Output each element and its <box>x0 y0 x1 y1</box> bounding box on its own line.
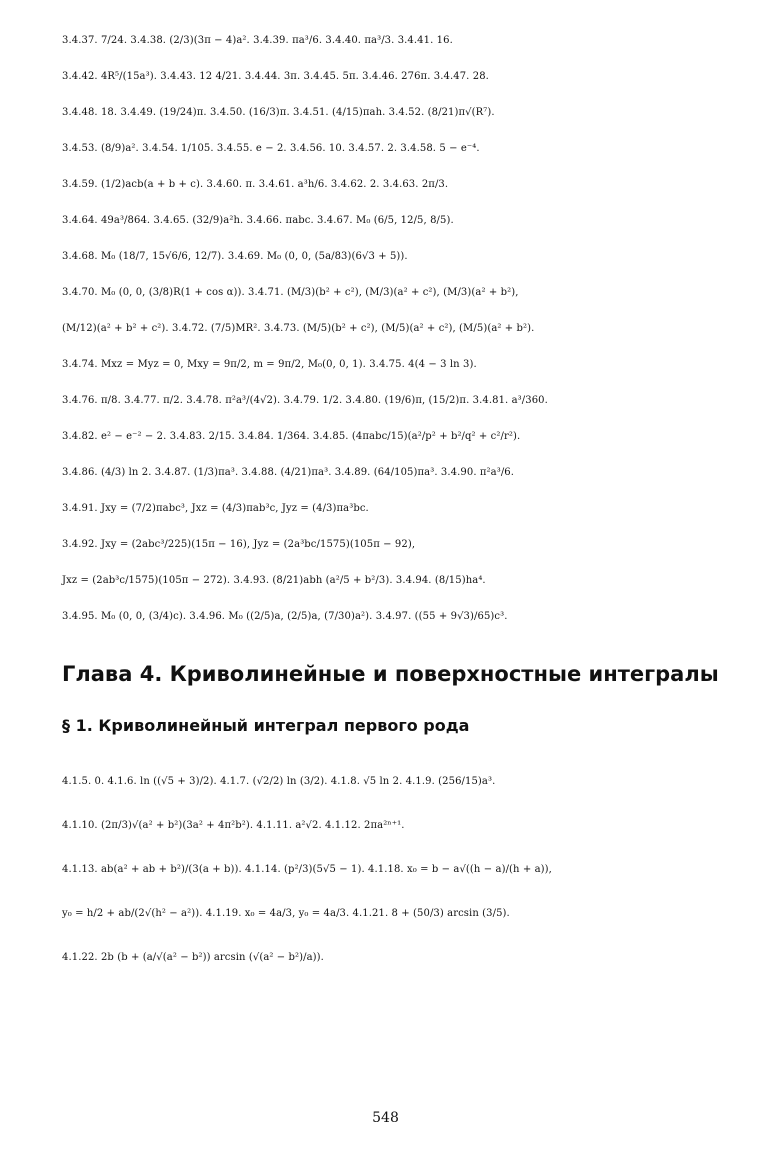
answer-line: 3.4.92. Jxy = (2abc³/225)(15π − 16), Jyz = (2a³bc/1575)(105π − 92), <box>62 539 416 550</box>
answer-line: 3.4.59. (1/2)acb(a + b + c). 3.4.60. π. 3.4.61. a³h/6. 3.4.62. 2. 3.4.63. 2π/3. <box>62 179 449 190</box>
answer-line: 3.4.82. e² − e⁻² − 2. 3.4.83. 2/15. 3.4.84. 1/364. 3.4.85. (4πabc/15)(a²/p² + b²/q² + c²/r²). <box>62 431 521 442</box>
answer-line: 3.4.53. (8/9)a². 3.4.54. 1/105. 3.4.55. e − 2. 3.4.56. 10. 3.4.57. 2. 3.4.58. 5 − e⁻⁴. <box>62 143 480 154</box>
answer-line: 4.1.5. 0. 4.1.6. ln ((√5 + 3)/2). 4.1.7. (√2/2) ln (3/2). 4.1.8. √5 ln 2. 4.1.9. (256/15)a³. <box>62 776 496 787</box>
answer-line: 3.4.48. 18. 3.4.49. (19/24)π. 3.4.50. (16/3)π. 3.4.51. (4/15)πah. 3.4.52. (8/21)π√(R⁷). <box>62 107 495 118</box>
answer-line: Jxz = (2ab³c/1575)(105π − 272). 3.4.93. (8/21)abh (a²/5 + b²/3). 3.4.94. (8/15)ha⁴. <box>62 575 486 586</box>
answer-line: 3.4.37. 7/24. 3.4.38. (2/3)(3π − 4)a². 3.4.39. πa³/6. 3.4.40. πa³/3. 3.4.41. 16. <box>62 35 453 46</box>
answer-line: 3.4.68. M₀ (18/7, 15√6/6, 12/7). 3.4.69. M₀ (0, 0, (5a/83)(6√3 + 5)). <box>62 251 408 262</box>
answer-line: (M/12)(a² + b² + c²). 3.4.72. (7/5)MR². 3.4.73. (M/5)(b² + c²), (M/5)(a² + c²), (M/5)(a² + b²). <box>62 323 535 334</box>
answer-line: 3.4.76. π/8. 3.4.77. π/2. 3.4.78. π²a³/(4√2). 3.4.79. 1/2. 3.4.80. (19/6)π, (15/2)π. 3.4.81. a³/360. <box>62 395 548 406</box>
section-title: § 1. Криволинейный интеграл первого рода <box>62 716 470 735</box>
answer-line: 4.1.13. ab(a² + ab + b²)/(3(a + b)). 4.1.14. (p²/3)(5√5 − 1). 4.1.18. x₀ = b − a√((h − a)/(h + a)), <box>62 864 552 875</box>
answer-line: y₀ = h/2 + ab/(2√(h² − a²)). 4.1.19. x₀ = 4a/3, y₀ = 4a/3. 4.1.21. 8 + (50/3) arcsin (3/5). <box>62 908 510 919</box>
answer-line: 3.4.70. M₀ (0, 0, (3/8)R(1 + cos α)). 3.4.71. (M/3)(b² + c²), (M/3)(a² + c²), (M/3)(a² + b²), <box>62 287 519 298</box>
answer-line: 3.4.74. Mxz = Myz = 0, Mxy = 9π/2, m = 9π/2, M₀(0, 0, 1). 3.4.75. 4(4 − 3 ln 3). <box>62 359 477 370</box>
page-number: 548 <box>372 1110 399 1126</box>
chapter-title: Глава 4. Криволинейные и поверхностные интегралы <box>62 662 719 686</box>
answer-line: 3.4.86. (4/3) ln 2. 3.4.87. (1/3)πa³. 3.4.88. (4/21)πa³. 3.4.89. (64/105)πa³. 3.4.90. π²a³/6. <box>62 467 515 478</box>
answer-line: 4.1.10. (2π/3)√(a² + b²)(3a² + 4π²b²). 4.1.11. a²√2. 4.1.12. 2πa²ⁿ⁺¹. <box>62 820 405 831</box>
answers-block-4-1 <box>62 769 771 971</box>
answer-line: 3.4.42. 4R⁵/(15a³). 3.4.43. 12 4/21. 3.4.44. 3π. 3.4.45. 5π. 3.4.46. 276π. 3.4.47. 28. <box>62 71 489 82</box>
answer-line: 3.4.91. Jxy = (7/2)πabc³, Jxz = (4/3)πab³c, Jyz = (4/3)πa³bc. <box>62 503 369 514</box>
answer-line: 3.4.64. 49a³/864. 3.4.65. (32/9)a²h. 3.4.66. πabc. 3.4.67. M₀ (6/5, 12/5, 8/5). <box>62 215 454 226</box>
answer-line: 4.1.22. 2b (b + (a/√(a² − b²)) arcsin (√(a² − b²)/a)). <box>62 952 324 963</box>
answer-line: 3.4.95. M₀ (0, 0, (3/4)c). 3.4.96. M₀ ((2/5)a, (2/5)a, (7/30)a²). 3.4.97. ((55 + 9√3)/65)c³. <box>62 611 508 622</box>
answers-block-3-4 <box>62 30 771 628</box>
